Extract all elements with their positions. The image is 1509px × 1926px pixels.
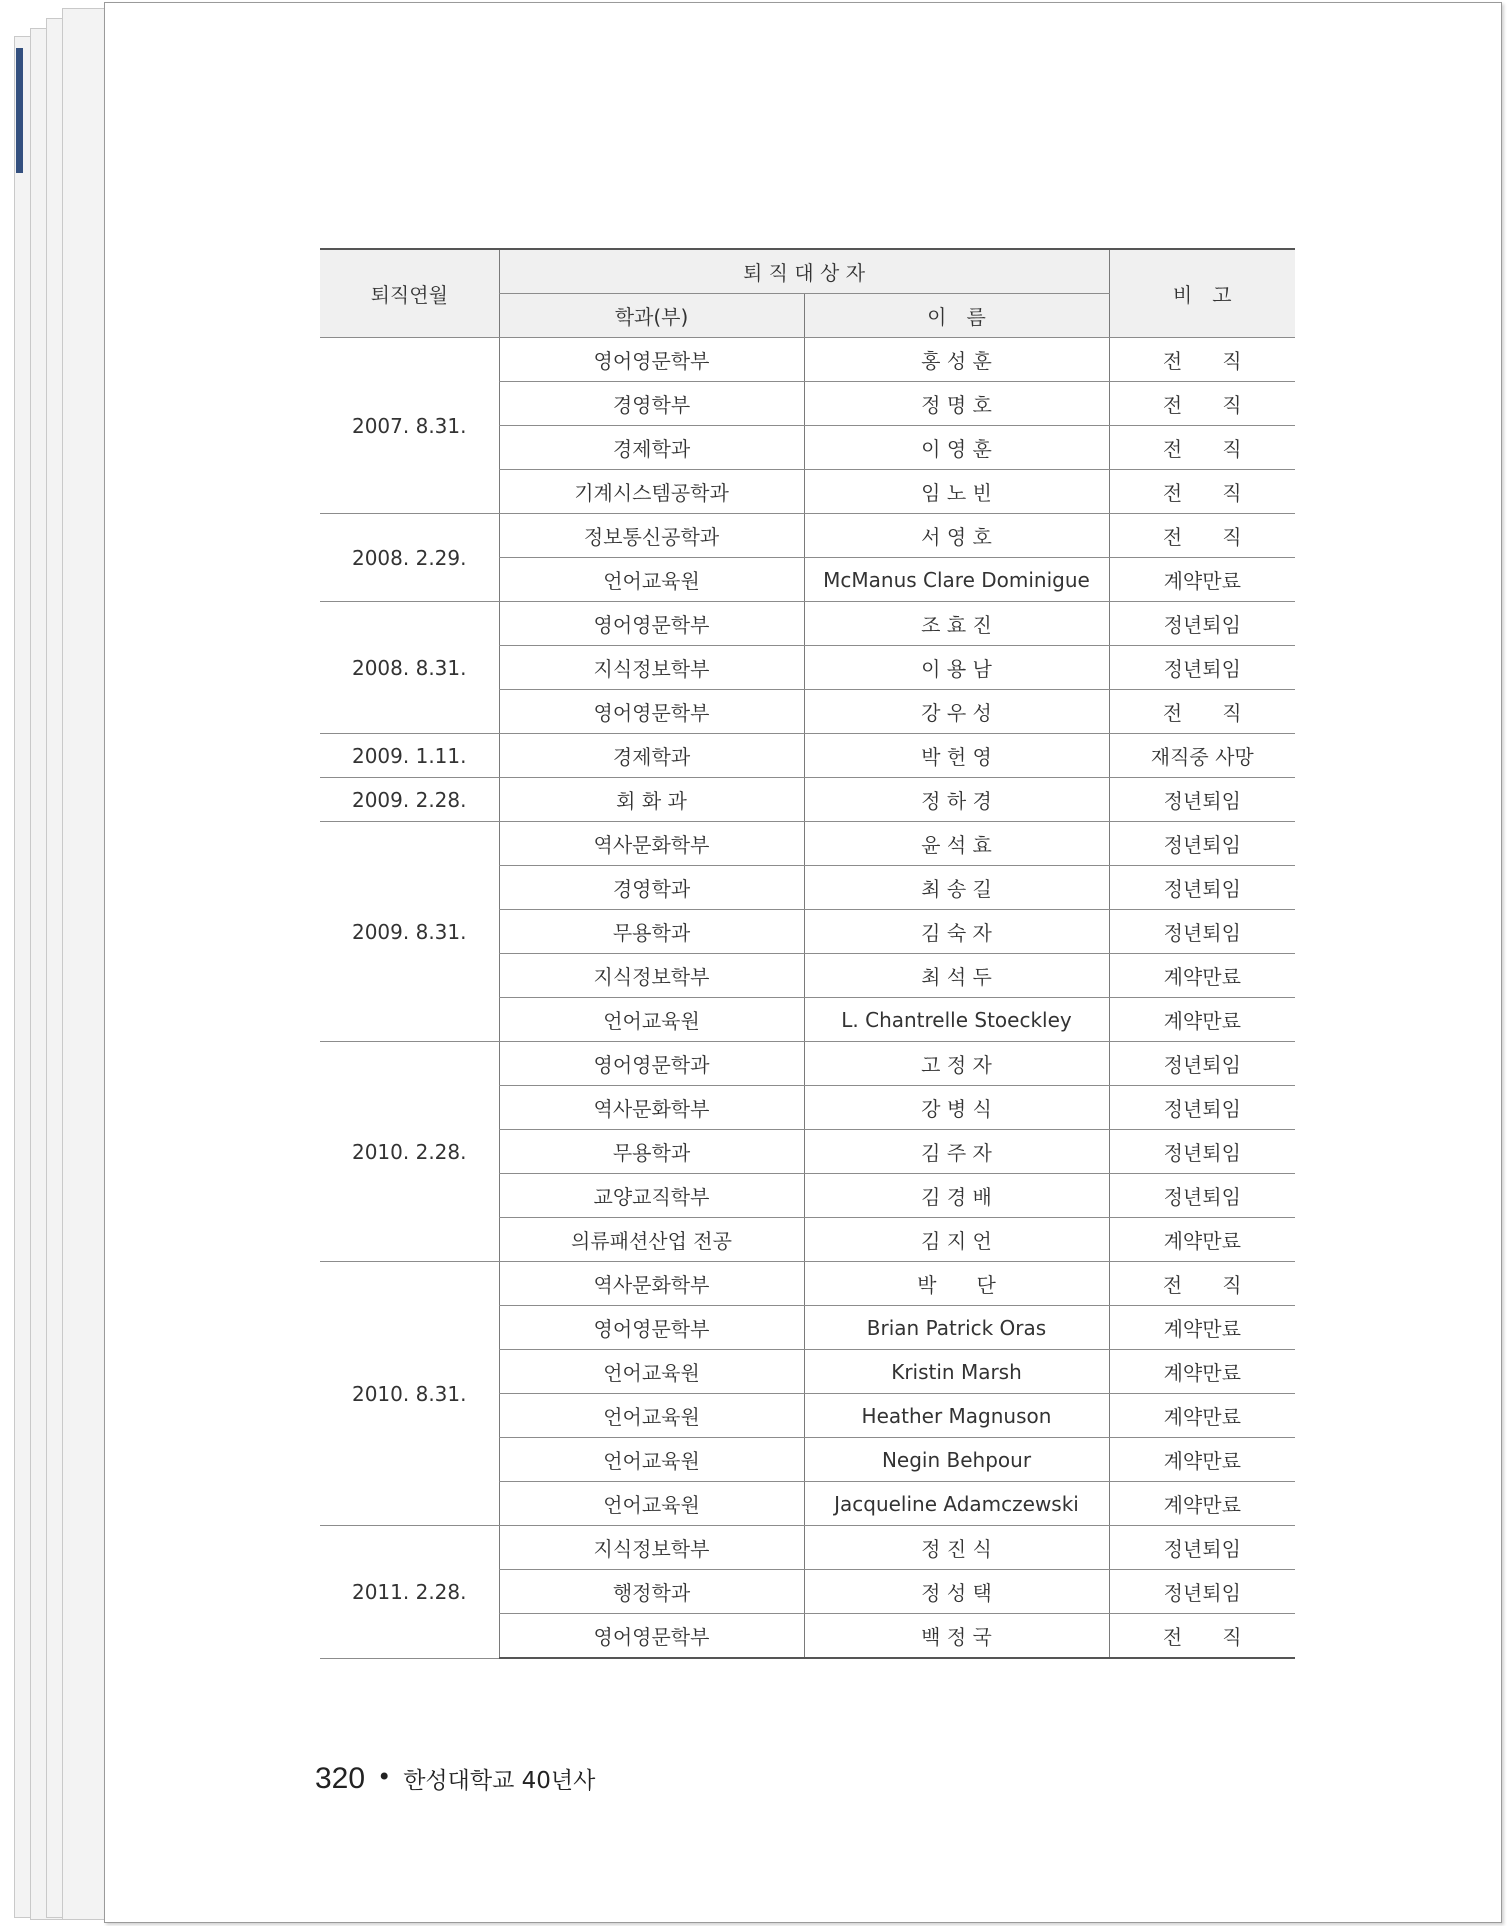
remark-cell: 전 직	[1109, 690, 1295, 734]
table-row	[320, 734, 1295, 778]
book-title: 한성대학교 40년사	[403, 1768, 596, 1794]
remark-cell: 정년퇴임	[1109, 1130, 1295, 1174]
department-cell: 경제학과	[499, 426, 804, 470]
retire-date-cell: 2008. 8.31.	[320, 602, 499, 734]
remark-cell: 정년퇴임	[1109, 1570, 1295, 1614]
remark-cell: 정년퇴임	[1109, 1042, 1295, 1086]
name-cell: 김 경 배	[804, 1174, 1109, 1218]
department-cell: 기계시스템공학과	[499, 470, 804, 514]
retire-date-cell: 2007. 8.31.	[320, 338, 499, 514]
remark-cell: 계약만료	[1109, 998, 1295, 1042]
name-cell: 정 하 경	[804, 778, 1109, 822]
header-department: 학과(부)	[499, 294, 804, 338]
department-cell: 언어교육원	[499, 1482, 804, 1526]
remark-cell: 정년퇴임	[1109, 778, 1295, 822]
name-cell: 이 영 훈	[804, 426, 1109, 470]
department-cell: 영어영문학부	[499, 338, 804, 382]
department-cell: 역사문화학부	[499, 822, 804, 866]
footer-bullet: •	[377, 1763, 392, 1791]
header-remark: 비 고	[1109, 249, 1295, 338]
page-number: 320	[315, 1762, 366, 1795]
department-cell: 영어영문학부	[499, 1306, 804, 1350]
table-row	[320, 602, 1295, 646]
remark-cell: 재직중 사망	[1109, 734, 1295, 778]
table-header	[320, 249, 1295, 338]
remark-cell: 계약만료	[1109, 1350, 1295, 1394]
remark-cell: 정년퇴임	[1109, 822, 1295, 866]
name-cell: 김 주 자	[804, 1130, 1109, 1174]
table-row	[320, 778, 1295, 822]
name-cell: Kristin Marsh	[804, 1350, 1109, 1394]
table-row	[320, 1042, 1295, 1086]
name-cell: 고 정 자	[804, 1042, 1109, 1086]
remark-cell: 정년퇴임	[1109, 1526, 1295, 1570]
name-cell: L. Chantrelle Stoeckley	[804, 998, 1109, 1042]
remark-cell: 정년퇴임	[1109, 602, 1295, 646]
header-retirees: 퇴 직 대 상 자	[499, 249, 1109, 294]
table-body	[320, 338, 1295, 1659]
remark-cell: 계약만료	[1109, 1394, 1295, 1438]
name-cell: 정 성 택	[804, 1570, 1109, 1614]
remark-cell: 계약만료	[1109, 1306, 1295, 1350]
name-cell: 정 명 호	[804, 382, 1109, 426]
department-cell: 역사문화학부	[499, 1086, 804, 1130]
table-row	[320, 822, 1295, 866]
table-row	[320, 1526, 1295, 1570]
department-cell: 무용학과	[499, 1130, 804, 1174]
table-row	[320, 514, 1295, 558]
department-cell: 지식정보학부	[499, 1526, 804, 1570]
name-cell: 임 노 빈	[804, 470, 1109, 514]
department-cell: 언어교육원	[499, 998, 804, 1042]
remark-cell: 전 직	[1109, 514, 1295, 558]
name-cell: 정 진 식	[804, 1526, 1109, 1570]
remark-cell: 계약만료	[1109, 558, 1295, 602]
remark-cell: 전 직	[1109, 382, 1295, 426]
department-cell: 언어교육원	[499, 1350, 804, 1394]
retire-date-cell: 2008. 2.29.	[320, 514, 499, 602]
remark-cell: 정년퇴임	[1109, 1174, 1295, 1218]
name-cell: 강 우 성	[804, 690, 1109, 734]
name-cell: 홍 성 훈	[804, 338, 1109, 382]
remark-cell: 정년퇴임	[1109, 646, 1295, 690]
remark-cell: 전 직	[1109, 426, 1295, 470]
department-cell: 지식정보학부	[499, 646, 804, 690]
retire-date-cell: 2009. 8.31.	[320, 822, 499, 1042]
name-cell: 최 석 두	[804, 954, 1109, 998]
name-cell: Heather Magnuson	[804, 1394, 1109, 1438]
retire-date-cell: 2009. 2.28.	[320, 778, 499, 822]
name-cell: 이 용 남	[804, 646, 1109, 690]
remark-cell: 전 직	[1109, 470, 1295, 514]
department-cell: 영어영문학부	[499, 690, 804, 734]
department-cell: 역사문화학부	[499, 1262, 804, 1306]
table-row	[320, 1262, 1295, 1306]
header-retire-date: 퇴직연월	[320, 249, 499, 338]
retirement-table	[320, 248, 1295, 1659]
name-cell: Negin Behpour	[804, 1438, 1109, 1482]
department-cell: 영어영문학부	[499, 1614, 804, 1659]
document-page	[104, 2, 1502, 1923]
department-cell: 언어교육원	[499, 1438, 804, 1482]
department-cell: 교양교직학부	[499, 1174, 804, 1218]
remark-cell: 계약만료	[1109, 1482, 1295, 1526]
department-cell: 회 화 과	[499, 778, 804, 822]
department-cell: 경영학과	[499, 866, 804, 910]
department-cell: 경영학부	[499, 382, 804, 426]
name-cell: Brian Patrick Oras	[804, 1306, 1109, 1350]
name-cell: 김 숙 자	[804, 910, 1109, 954]
name-cell: 박 헌 영	[804, 734, 1109, 778]
name-cell: McManus Clare Dominigue	[804, 558, 1109, 602]
department-cell: 영어영문학과	[499, 1042, 804, 1086]
remark-cell: 정년퇴임	[1109, 866, 1295, 910]
name-cell: 최 송 길	[804, 866, 1109, 910]
department-cell: 언어교육원	[499, 1394, 804, 1438]
department-cell: 행정학과	[499, 1570, 804, 1614]
retire-date-cell: 2009. 1.11.	[320, 734, 499, 778]
name-cell: Jacqueline Adamczewski	[804, 1482, 1109, 1526]
department-cell: 경제학과	[499, 734, 804, 778]
remark-cell: 전 직	[1109, 1614, 1295, 1659]
department-cell: 영어영문학부	[499, 602, 804, 646]
remark-cell: 전 직	[1109, 1262, 1295, 1306]
name-cell: 박 단	[804, 1262, 1109, 1306]
retire-date-cell: 2011. 2.28.	[320, 1526, 499, 1659]
department-cell: 언어교육원	[499, 558, 804, 602]
retire-date-cell: 2010. 2.28.	[320, 1042, 499, 1262]
department-cell: 지식정보학부	[499, 954, 804, 998]
table-row	[320, 338, 1295, 382]
department-cell: 의류패션산업 전공	[499, 1218, 804, 1262]
department-cell: 정보통신공학과	[499, 514, 804, 558]
header-name: 이 름	[804, 294, 1109, 338]
name-cell: 강 병 식	[804, 1086, 1109, 1130]
name-cell: 김 지 언	[804, 1218, 1109, 1262]
name-cell: 백 정 국	[804, 1614, 1109, 1659]
name-cell: 조 효 진	[804, 602, 1109, 646]
spine-color-mark	[16, 48, 23, 173]
remark-cell: 정년퇴임	[1109, 910, 1295, 954]
book-page-stack	[0, 0, 110, 1926]
remark-cell: 계약만료	[1109, 1438, 1295, 1482]
name-cell: 윤 석 효	[804, 822, 1109, 866]
retire-date-cell: 2010. 8.31.	[320, 1262, 499, 1526]
remark-cell: 계약만료	[1109, 1218, 1295, 1262]
name-cell: 서 영 호	[804, 514, 1109, 558]
remark-cell: 정년퇴임	[1109, 1086, 1295, 1130]
remark-cell: 전 직	[1109, 338, 1295, 382]
remark-cell: 계약만료	[1109, 954, 1295, 998]
department-cell: 무용학과	[499, 910, 804, 954]
page-footer	[315, 1761, 595, 1796]
